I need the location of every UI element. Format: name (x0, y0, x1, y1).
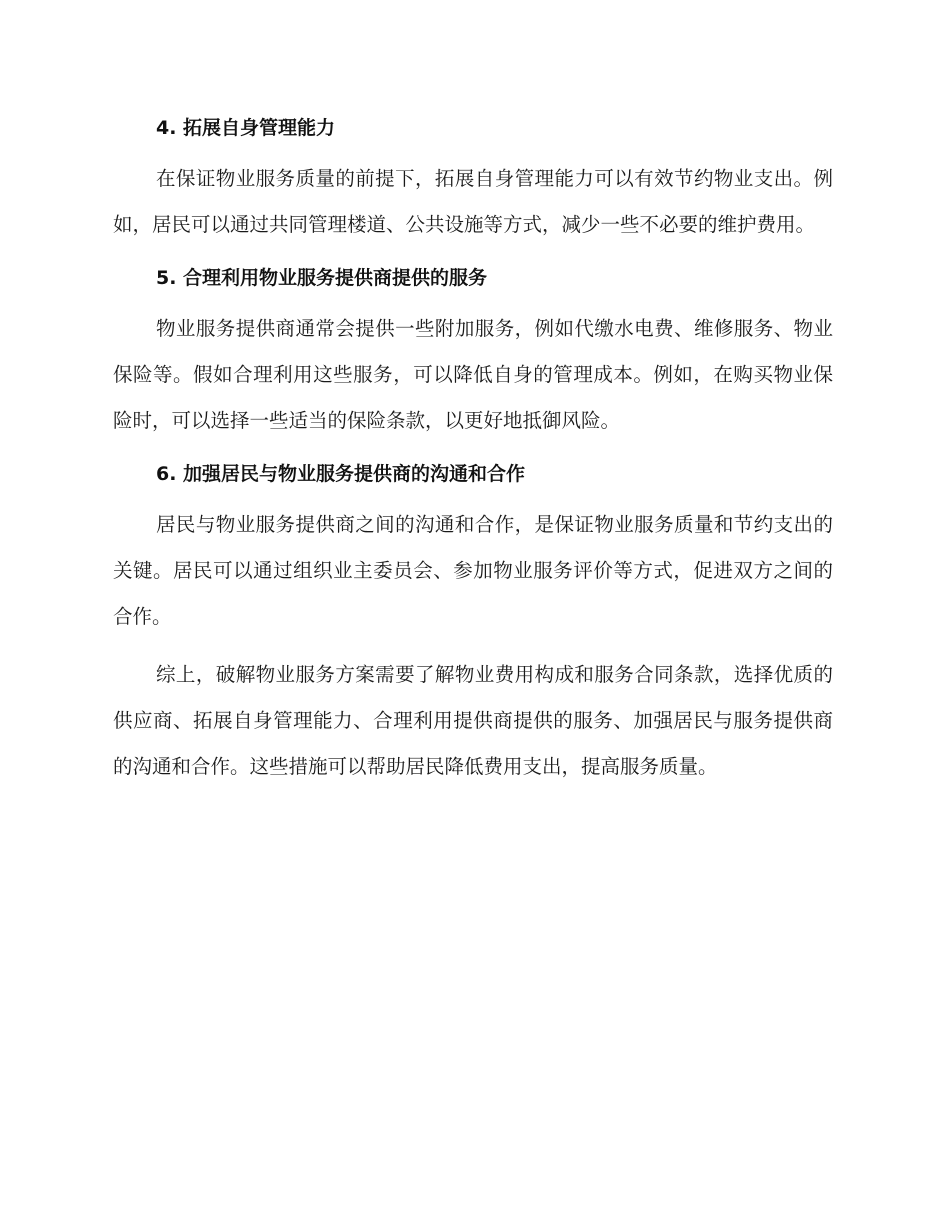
section-heading-4: 4. 拓展自身管理能力 (156, 117, 336, 139)
section-4-paragraph: 在保证物业服务质量的前提下，拓展自身管理能力可以有效节约物业支出。例如，居民可以通过共同管理楼道、公共设施等方式，减少一些不必要的维护费用。 (113, 167, 833, 236)
section-5-paragraph: 物业服务提供商通常会提供一些附加服务，例如代缴水电费、维修服务、物业保险等。假如合理利用这些服务，可以降低自身的管理成本。例如，在购买物业保险时，可以选择一些适当的保险条款，以更好地抵御风险。 (113, 317, 833, 432)
conclusion-paragraph: 综上，破解物业服务方案需要了解物业费用构成和服务合同条款，选择优质的供应商、拓展自身管理能力、合理利用提供商提供的服务、加强居民与服务提供商的沟通和合作。这些措施可以帮助居民降低费用支出，提高服务质量。 (113, 663, 833, 778)
section-heading-6: 6. 加强居民与物业服务提供商的沟通和合作 (156, 463, 526, 485)
section-6-paragraph: 居民与物业服务提供商之间的沟通和合作，是保证物业服务质量和节约支出的关键。居民可以通过组织业主委员会、参加物业服务评价等方式，促进双方之间的合作。 (113, 513, 833, 628)
section-heading-5: 5. 合理利用物业服务提供商提供的服务 (156, 267, 488, 289)
document-body (113, 110, 833, 790)
